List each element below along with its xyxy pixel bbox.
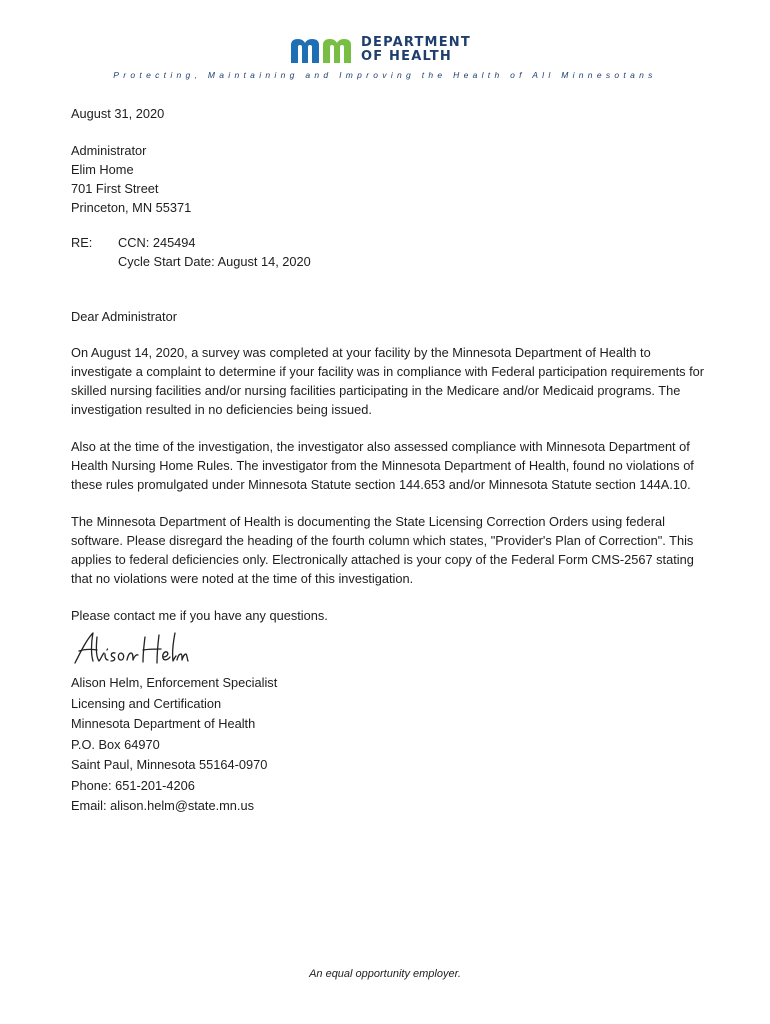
re-line: Cycle Start Date: August 14, 2020 — [118, 254, 311, 269]
signature-line: Saint Paul, Minnesota 55164-0970 — [71, 757, 268, 772]
signature-line: Alison Helm, Enforcement Specialist — [71, 675, 278, 690]
signature-block — [71, 673, 711, 817]
signature-line: P.O. Box 64970 — [71, 736, 160, 752]
signature-line: Email: alison.helm@state.mn.us — [71, 798, 254, 813]
department-name — [361, 36, 471, 64]
mn-logo — [289, 36, 357, 64]
dept-line-1: DEPARTMENT — [361, 35, 471, 50]
recipient-line: Elim Home — [71, 162, 134, 177]
recipient-address — [71, 141, 711, 217]
recipient-line: 701 First Street — [71, 181, 159, 196]
dept-line-2: OF HEALTH — [361, 49, 452, 64]
recipient-line: Administrator — [71, 143, 147, 158]
signature-line: Phone: 651-201-4206 — [71, 777, 195, 793]
paragraph: The Minnesota Department of Health is documenting the State Licensing Correction Orders using federal software. Please disregard the heading of the fourth column which states, "Provider's Plan of Correction". This applies to federal deficiencies only. Electronically attached is your copy of the Federal Form CMS-2567 stating that no violations were noted at the time of this investigation. — [71, 514, 694, 586]
signature-line: Licensing and Certification — [71, 695, 222, 711]
re-line: CCN: 245494 — [118, 235, 196, 250]
letterhead — [0, 30, 770, 85]
letter-body — [71, 104, 711, 817]
re-block — [71, 233, 711, 271]
footer: An equal opportunity employer. — [309, 968, 461, 980]
paragraph: Please contact me if you have any questions. — [71, 608, 328, 623]
recipient-line: Princeton, MN 55371 — [71, 200, 192, 215]
handwritten-signature — [71, 627, 711, 673]
re-label: RE: — [71, 235, 93, 250]
salutation: Dear Administrator — [71, 309, 177, 324]
paragraph: Also at the time of the investigation, the investigator also assessed compliance with Minnesota Department of Health Nursing Home Rules. The investigator from the Minnesota Department of Health, found no violations of these rules promulgated under Minnesota Statute section 144.653 and/or Minnesota Statute section 144A.10. — [71, 439, 694, 492]
tagline: Protecting, Maintaining and Improving the Health of All Minnesotans — [113, 70, 657, 80]
signature-line: Minnesota Department of Health — [71, 716, 256, 731]
letter-date: August 31, 2020 — [71, 106, 165, 121]
paragraph: On August 14, 2020, a survey was completed at your facility by the Minnesota Department of Health to investigate a complaint to determine if your facility was in compliance with Federal participation requirements for skilled nursing facilities and/or nursing facilities participating in the Medicare and/or Medicaid programs. The investigation resulted in no deficiencies being issued. — [71, 345, 705, 417]
